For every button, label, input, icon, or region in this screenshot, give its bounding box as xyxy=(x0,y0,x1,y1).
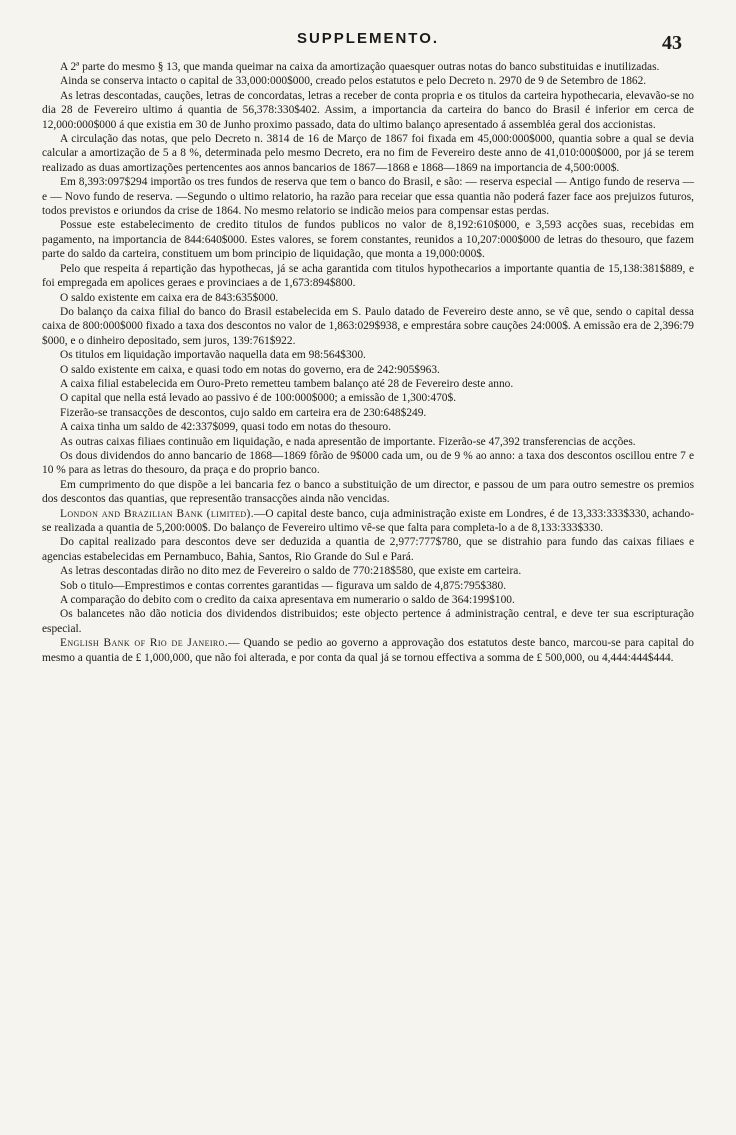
paragraph-text: A circulação das notas, que pelo Decreto n. 3814 de 16 de Março de 1867 foi fixada em 45,000:000$000, quantia sobre a qual se devia calcular a amortização de 5 a 8 %, determinada pelo mesmo Decreto, era no fim de Fevereiro deste anno de 41,010:000$000, por já se terem realizado as duas amortizações pertencentes aos annos bancarios de 1867—1868 e 1868—1869 na importancia de 4,500:000$. xyxy=(42,133,694,174)
paragraph-text: Do balanço da caixa filial do banco do Brasil estabelecida em S. Paulo datado de Fevereiro deste anno, se vê que, sendo o capital dessa caixa de 800:000$000 fixado a taxa dos descontos no valor de 1,863:029$938, e emprestára sobre cauções 24:000$. A emissão era de 2,396:79 $000, e o dinheiro depositado, sem juros, 139:761$922. xyxy=(42,305,694,347)
paragraph xyxy=(42,291,694,305)
paragraph-text: Os balancetes não dão noticia dos dividendos distribuidos; este objecto pertence á administração central, e deve ter sua escripturação especial. xyxy=(42,608,694,635)
paragraph xyxy=(42,478,694,507)
paragraph-text: O capital que nella está levado ao passivo é de 100:000$000; a emissão de 1,300:470$. xyxy=(60,392,457,405)
paragraph-text: Fizerão-se transacções de descontos, cujo saldo em carteira era de 230:648$249. xyxy=(60,406,427,419)
paragraph xyxy=(42,391,694,405)
paragraph xyxy=(42,218,694,261)
paragraph xyxy=(42,89,694,132)
paragraph-text: As letras descontadas dirão no dito mez de Fevereiro o saldo de 770:218$580, que existe em carteira. xyxy=(60,565,522,578)
page-number: 43 xyxy=(662,32,682,54)
page-header xyxy=(0,26,736,54)
paragraph xyxy=(42,535,694,564)
paragraph-text: O saldo existente em caixa, e quasi todo em notas do governo, era de 242:905$963. xyxy=(60,363,440,376)
bank-name-heading: London and Brazilian Bank (limited). xyxy=(60,507,254,520)
paragraph xyxy=(42,74,694,88)
paragraph-text: Em 8,393:097$294 importão os tres fundos de reserva que tem o banco do Brasil, e são: — reserva especial — Antigo fundo de reserva — e — Novo fundo de reserva. —Segundo o ultimo relatorio, ha razão para receiar que essa quantia não poderá fazer face aos prejuizos futuros, todos previstos e oriundos da crise de 1864. No mesmo relatorio se indicão meios para compensar estas perdas. xyxy=(42,176,694,218)
paragraph xyxy=(42,420,694,434)
paragraph-text: Do capital realizado para descontos deve ser deduzida a quantia de 2,977:777$780, que se distrahio para fundo das caixas filiaes e agencias estabelecidas em Pernambuco, Bahia, Santos, Rio Grande do Sul e Pará. xyxy=(42,536,694,563)
paragraph-text: O saldo existente em caixa era de 843:635$000. xyxy=(60,291,279,304)
paragraph-text: A caixa filial estabelecida em Ouro-Preto remetteu tambem balanço até 28 de Fevereiro deste anno. xyxy=(60,377,514,390)
paragraph-text: A caixa tinha um saldo de 42:337$099, quasi todo em notas do thesouro. xyxy=(60,421,391,434)
paragraph xyxy=(42,175,694,218)
paragraph-text: Ainda se conserva intacto o capital de 33,000:000$000, creado pelos estatutos e pelo Decreto n. 2970 de 9 de Setembro de 1862. xyxy=(60,75,647,88)
paragraph-text: Os dous dividendos do anno bancario de 1868—1869 fôrão de 9$000 cada um, ou de 9 % ao anno: a taxa dos descontos oscillou entre 7 e 10 % para as letras do thesouro, da praça e do proprio banco. xyxy=(42,449,694,477)
paragraph xyxy=(42,262,694,291)
paragraph-text: As letras descontadas, cauções, letras de concordatas, letras a receber de conta propria e os titulos da carteira hypothecaria, elevavão-se no dia 28 de Fevereiro ultimo á quantia de 56,378:330$402. Assim, a importancia da carteira do banco do Brasil é inferior em cerca de 12,000:000$000 á que existia em 30 de Junho proximo passado, data do ultimo balanço apresentado á assembléa geral dos accionistas. xyxy=(42,89,694,131)
page-title: SUPPLEMENTO. xyxy=(296,30,440,47)
paragraph-text: Sob o titulo—Emprestimos e contas correntes garantidas — figurava um saldo de 4,875:795$380. xyxy=(60,579,507,592)
paragraph-text: Em cumprimento do que dispõe a lei bancaria fez o banco a substituição de um director, e passou de um para outro semestre os premios dos descontos das quantias, que representão transacções ainda não vencidas. xyxy=(42,478,694,506)
paragraph xyxy=(42,435,694,449)
paragraph xyxy=(42,564,694,578)
paragraph xyxy=(42,305,694,348)
paragraph-text: Possue este estabelecimento de credito titulos de fundos publicos no valor de 8,192:610$000, e 3,593 acções suas, recebidas em pagamento, na importancia de 844:640$000. Estes valores, se forem constantes, reunidos a 10,207:000$000 de letras do thesouro, que fazem parte do saldo da carteira, constituem um bom principio de liquidação, que monta a 19,000:000$. xyxy=(42,219,694,261)
paragraph xyxy=(42,449,694,478)
paragraph xyxy=(42,132,694,175)
paragraph-text: Pelo que respeita á repartição das hypothecas, já se acha garantida com titulos hypothecarios a importante quantia de 15,138:381$889, e foi empregada em apolices geraes e provinciaes a de 1,673:894$800. xyxy=(42,262,694,290)
paragraph xyxy=(42,363,694,377)
bank-name-heading: English Bank of Rio de Janeiro. xyxy=(60,637,229,650)
paragraph-text: — Quando se pedio ao governo a approvação dos estatutos deste banco, marcou-se para capital do mesmo a quantia de £ 1,000,000, que não foi alterada, e por conta da qual já se tornou effectiva a somma de £ 500,000, ou 4,444:444$444. xyxy=(42,637,694,664)
paragraph-text: As outras caixas filiaes continuão em liquidação, e nada apresentão de importante. Fizerão-se 47,392 transferencias de acções. xyxy=(60,435,636,448)
paragraph xyxy=(42,636,694,665)
document-body xyxy=(42,60,694,665)
paragraph xyxy=(42,406,694,420)
paragraph-text: —O capital deste banco, cuja administração existe em Londres, é de 13,333:333$330, achando-se realizada a quantia de 5,200:000$. Do balanço de Fevereiro ultimo vê-se que falta para completa-lo a de 8,133:333$330. xyxy=(42,507,694,534)
paragraph-text: Os titulos em liquidação importavão naquella data em 98:564$300. xyxy=(60,349,366,362)
paragraph-text: A 2ª parte do mesmo § 13, que manda queimar na caixa da amortização quaesquer outras notas do banco substituidas e inutilizadas. xyxy=(60,61,660,73)
paragraph xyxy=(42,60,694,74)
paragraph xyxy=(42,377,694,391)
paragraph xyxy=(42,507,694,536)
paragraph xyxy=(42,607,694,636)
paragraph-text: A comparação do debito com o credito da caixa apresentava em numerario o saldo de 364:199$100. xyxy=(60,594,515,607)
paragraph xyxy=(42,348,694,362)
paragraph xyxy=(42,579,694,593)
paragraph xyxy=(42,593,694,607)
